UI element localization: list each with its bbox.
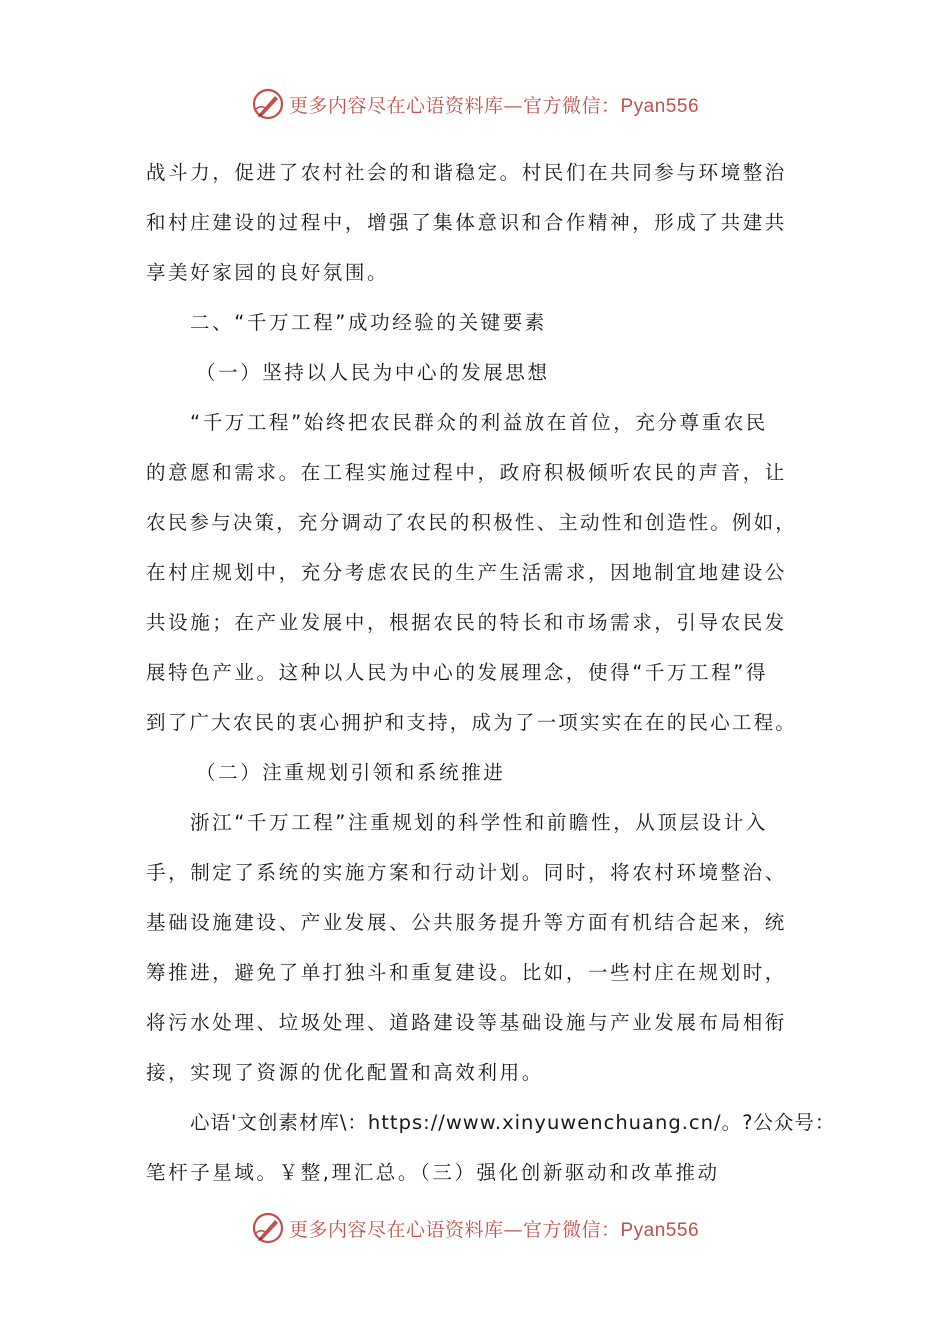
body-line: 战斗力，促进了农村社会的和谐稳定。村民们在共同参与环境整治 bbox=[146, 161, 787, 184]
body-line: 在村庄规划中，充分考虑农民的生产生活需求，因地制宜地建设公 bbox=[146, 561, 787, 584]
body-line: 基础设施建设、产业发展、公共服务提升等方面有机结合起来，统 bbox=[146, 911, 787, 934]
subsection-heading: （一）坚持以人民为中心的发展思想 bbox=[196, 361, 550, 384]
body-line: 笔杆子星域。￥整,理汇总。（三）强化创新驱动和改革推动 bbox=[146, 1161, 720, 1184]
body-line: 展特色产业。这种以人民为中心的发展理念，使得“千万工程”得 bbox=[146, 661, 769, 684]
header-banner-text: 更多内容尽在心语资料库—官方微信：Pyan556 bbox=[288, 94, 700, 117]
footer-banner-text: 更多内容尽在心语资料库—官方微信：Pyan556 bbox=[288, 1218, 700, 1241]
pen-logo-icon bbox=[251, 87, 285, 121]
header-banner bbox=[0, 84, 950, 124]
subsection-heading: （二）注重规划引领和系统推进 bbox=[196, 761, 506, 784]
footer-banner bbox=[0, 1208, 950, 1248]
body-line: 接，实现了资源的优化配置和高效利用。 bbox=[146, 1061, 544, 1084]
body-line: 和村庄建设的过程中，增强了集体意识和合作精神，形成了共建共 bbox=[146, 211, 787, 234]
section-heading: 二、“千万工程”成功经验的关键要素 bbox=[190, 311, 547, 334]
footer-wechat-id: Pyan556 bbox=[620, 1219, 700, 1241]
body-line: 的意愿和需求。在工程实施过程中，政府积极倾听农民的声音，让 bbox=[146, 461, 787, 484]
body-line: 农民参与决策，充分调动了农民的积极性、主动性和创造性。例如， bbox=[146, 511, 798, 534]
body-line: 筹推进，避免了单打独斗和重复建设。比如，一些村庄在规划时， bbox=[146, 961, 787, 984]
body-line: 享美好家园的良好氛围。 bbox=[146, 261, 390, 284]
body-line: 将污水处理、垃圾处理、道路建设等基础设施与产业发展布局相衔 bbox=[146, 1011, 787, 1034]
header-wechat-id: Pyan556 bbox=[620, 95, 700, 117]
body-line: 到了广大农民的衷心拥护和支持，成为了一项实实在在的民心工程。 bbox=[146, 711, 798, 734]
body-line: 浙江“千万工程”注重规划的科学性和前瞻性，从顶层设计入 bbox=[190, 811, 768, 834]
body-line: 手，制定了系统的实施方案和行动计划。同时，将农村环境整治、 bbox=[146, 861, 787, 884]
body-line: 共设施；在产业发展中，根据农民的特长和市场需求，引导农民发 bbox=[146, 611, 787, 634]
pen-logo-icon bbox=[251, 1211, 285, 1245]
body-line: “千万工程”始终把农民群众的利益放在首位，充分尊重农民 bbox=[190, 411, 768, 434]
document-body bbox=[146, 148, 836, 1198]
watermark-line: 心语'文创素材库\：https://www.xinyuwenchuang.cn/。?公众号： bbox=[190, 1111, 836, 1134]
